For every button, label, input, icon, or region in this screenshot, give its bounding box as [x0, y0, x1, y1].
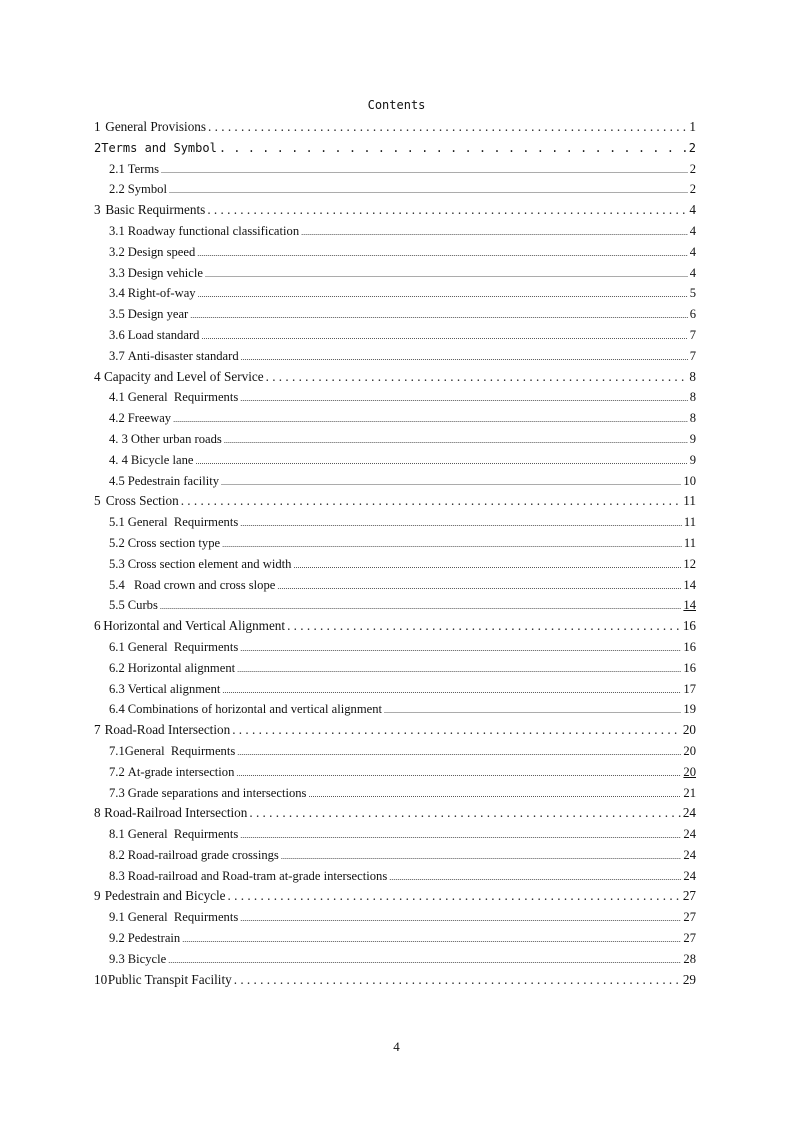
toc-chapter-entry[interactable] — [94, 491, 696, 512]
toc-entry-number: 9.1 — [109, 910, 125, 925]
toc-section-entry[interactable] — [94, 429, 696, 450]
toc-entry-label: Horizontal and Vertical Alignment — [103, 618, 286, 634]
toc-section-entry[interactable] — [94, 179, 696, 200]
toc-section-entry[interactable] — [94, 450, 696, 471]
toc-section-entry[interactable] — [94, 387, 696, 408]
toc-section-entry[interactable] — [94, 637, 696, 658]
toc-entry-number: 3.3 — [109, 265, 125, 280]
table-of-contents — [94, 117, 696, 990]
toc-entry-page: 6 — [689, 307, 696, 322]
toc-entry-label: General Requirments — [127, 639, 239, 654]
toc-entry-label: Right-of-way — [127, 286, 196, 301]
toc-entry-number: 8.3 — [109, 868, 125, 883]
toc-chapter-entry[interactable] — [94, 117, 696, 138]
toc-dot-leader — [293, 556, 681, 577]
toc-section-entry[interactable] — [94, 533, 696, 554]
toc-dot-leader — [237, 660, 681, 681]
toc-entry-number: 3.5 — [109, 307, 125, 322]
toc-dot-leader — [266, 367, 688, 388]
toc-section-entry[interactable] — [94, 907, 696, 928]
toc-entry-label: Roadway functional classification — [127, 223, 300, 238]
toc-entry-page: 2 — [689, 161, 696, 176]
toc-section-entry[interactable] — [94, 949, 696, 970]
toc-dot-leader — [169, 181, 688, 202]
toc-entry-page: 24 — [683, 827, 696, 842]
toc-entry-label: General Requirments — [127, 827, 239, 842]
toc-entry-number: 4. 4 — [109, 452, 128, 467]
toc-entry-label: Pedestrain facility — [127, 473, 220, 488]
toc-dot-leader — [201, 327, 687, 348]
toc-entry-label: Curbs — [127, 598, 158, 613]
toc-entry-number: 4.5 — [109, 473, 125, 488]
toc-dot-leader — [173, 410, 688, 431]
toc-entry-page: 4 — [689, 244, 696, 259]
toc-entry-number: 9.3 — [109, 951, 125, 966]
toc-entry-label: Pedestrain — [127, 931, 181, 946]
toc-entry-page: 21 — [683, 785, 696, 800]
toc-dot-leader — [222, 535, 682, 556]
toc-entry-page: 19 — [683, 702, 696, 717]
toc-entry-label: Design vehicle — [127, 265, 203, 280]
toc-entry-number: 3.6 — [109, 327, 125, 342]
toc-dot-leader — [208, 117, 687, 138]
toc-entry-label: Freeway — [127, 411, 172, 426]
toc-entry-page: 7 — [689, 327, 696, 342]
toc-section-entry[interactable] — [94, 159, 696, 180]
toc-entry-number: 8.2 — [109, 847, 125, 862]
toc-entry-label: Road-Road Intersection — [104, 722, 231, 738]
toc-entry-label: Vertical alignment — [127, 681, 221, 696]
toc-entry-page: 4 — [689, 223, 696, 238]
toc-entry-page: 27 — [683, 910, 696, 925]
toc-entry-page: 17 — [683, 681, 696, 696]
toc-entry-label: Design speed — [127, 244, 196, 259]
toc-entry-label: Cross section element and width — [127, 556, 292, 571]
toc-section-entry[interactable] — [94, 471, 696, 492]
toc-entry-label: Road crown and cross slope — [127, 577, 276, 592]
toc-dot-leader — [281, 847, 682, 868]
toc-dot-leader — [389, 868, 681, 889]
toc-section-entry[interactable] — [94, 783, 696, 804]
toc-entry-label: Basic Requirments — [105, 202, 206, 218]
toc-section-entry[interactable] — [94, 221, 696, 242]
toc-section-entry[interactable] — [94, 824, 696, 845]
toc-dot-leader — [205, 265, 688, 286]
toc-entry-label: Capacity and Level of Service — [103, 368, 264, 384]
toc-dot-leader — [224, 431, 688, 452]
toc-section-entry[interactable] — [94, 658, 696, 679]
toc-entry-label: Cross Section — [105, 493, 179, 509]
toc-dot-leader — [287, 616, 681, 637]
toc-entry-page: 20 — [682, 722, 696, 738]
toc-entry-label: Bicycle — [127, 951, 167, 966]
toc-section-entry[interactable] — [94, 325, 696, 346]
toc-entry-number: 8.1 — [109, 827, 125, 842]
toc-dot-leader — [240, 909, 681, 930]
toc-entry-number: 4.1 — [109, 390, 125, 405]
toc-dot-leader — [160, 597, 682, 618]
toc-entry-number: 7.1 — [109, 743, 125, 758]
toc-entry-number: 6 — [94, 618, 101, 634]
page-title: Contents — [367, 98, 426, 112]
toc-entry-page: 8 — [689, 411, 696, 426]
toc-chapter-entry[interactable] — [94, 970, 696, 991]
toc-entry-page: 20 — [683, 743, 696, 758]
toc-entry-number: 3.7 — [109, 348, 125, 363]
toc-entry-number: 3.1 — [109, 223, 125, 238]
toc-entry-number: 5.2 — [109, 535, 125, 550]
toc-chapter-entry[interactable] — [94, 886, 696, 907]
toc-entry-number: 7.3 — [109, 785, 125, 800]
toc-dot-leader — [219, 138, 687, 159]
toc-entry-label: Terms and Symbol — [101, 140, 217, 155]
toc-entry-page: 9 — [689, 431, 696, 446]
toc-entry-label: General Requirments — [127, 390, 239, 405]
toc-dot-leader — [207, 200, 687, 221]
toc-entry-number: 8 — [94, 805, 101, 821]
toc-entry-page: 5 — [689, 286, 696, 301]
toc-dot-leader — [236, 764, 681, 785]
toc-entry-label: At-grade intersection — [127, 764, 235, 779]
toc-section-entry[interactable] — [94, 408, 696, 429]
toc-dot-leader — [301, 223, 688, 244]
toc-entry-label: Pedestrain and Bicycle — [104, 888, 226, 904]
toc-entry-label: General Requirments — [127, 910, 239, 925]
toc-entry-page: 24 — [682, 805, 696, 821]
toc-entry-page: 14 — [683, 577, 696, 592]
toc-section-entry[interactable] — [94, 845, 696, 866]
toc-section-entry[interactable] — [94, 699, 696, 720]
toc-section-entry[interactable] — [94, 595, 696, 616]
toc-entry-label: General Requirments — [124, 743, 236, 758]
toc-chapter-entry[interactable] — [94, 138, 696, 159]
toc-section-entry[interactable] — [94, 866, 696, 887]
toc-dot-leader — [240, 639, 681, 660]
toc-entry-number: 1 — [94, 119, 101, 134]
toc-entry-number: 5.1 — [109, 515, 125, 530]
toc-entry-label: Road-railroad and Road-tram at-grade intersections — [127, 868, 388, 883]
toc-entry-number: 6.3 — [109, 681, 125, 696]
toc-dot-leader — [190, 306, 687, 327]
toc-entry-label: Horizontal alignment — [127, 660, 236, 675]
toc-dot-leader — [240, 389, 687, 410]
toc-entry-page: 11 — [683, 515, 696, 530]
toc-entry-number: 7 — [94, 722, 101, 738]
toc-entry-label: Anti-disaster standard — [127, 348, 239, 363]
toc-entry-page: 29 — [682, 971, 696, 987]
toc-dot-leader — [277, 577, 681, 598]
toc-section-entry[interactable] — [94, 512, 696, 533]
toc-dot-leader — [240, 826, 681, 847]
toc-section-entry[interactable] — [94, 928, 696, 949]
toc-section-entry[interactable] — [94, 762, 696, 783]
toc-entry-page: 4 — [689, 265, 696, 280]
toc-entry-page: 24 — [683, 868, 696, 883]
toc-entry-number: 4 — [94, 368, 101, 384]
toc-entry-label: Grade separations and intersections — [127, 785, 307, 800]
toc-dot-leader — [232, 720, 681, 741]
toc-section-entry[interactable] — [94, 304, 696, 325]
toc-dot-leader — [195, 452, 687, 473]
toc-entry-number: 7.2 — [109, 764, 125, 779]
toc-entry-label: Design year — [127, 307, 189, 322]
toc-entry-label: Load standard — [127, 327, 200, 342]
toc-entry-number: 6.2 — [109, 660, 125, 675]
toc-entry-label: Terms — [127, 161, 160, 176]
toc-entry-page: 8 — [689, 368, 696, 384]
toc-dot-leader — [228, 886, 681, 907]
toc-entry-page: 9 — [689, 452, 696, 467]
toc-entry-page: 1 — [689, 119, 696, 134]
toc-chapter-entry[interactable] — [94, 720, 696, 741]
toc-entry-number: 4. 3 — [109, 431, 128, 446]
toc-chapter-entry[interactable] — [94, 367, 696, 388]
toc-entry-number: 3.2 — [109, 244, 125, 259]
toc-dot-leader — [237, 743, 681, 764]
page-number: 4 — [393, 1039, 400, 1054]
toc-section-entry[interactable] — [94, 679, 696, 700]
toc-dot-leader — [240, 514, 682, 535]
toc-entry-page: 4 — [689, 202, 696, 218]
toc-dot-leader — [384, 701, 681, 722]
toc-section-entry[interactable] — [94, 283, 696, 304]
toc-entry-number: 9.2 — [109, 931, 125, 946]
toc-entry-page: 20 — [683, 764, 696, 779]
toc-section-entry[interactable] — [94, 741, 696, 762]
toc-entry-page: 24 — [683, 847, 696, 862]
toc-chapter-entry[interactable] — [94, 616, 696, 637]
toc-entry-page: 11 — [683, 535, 696, 550]
toc-chapter-entry[interactable] — [94, 803, 696, 824]
toc-dot-leader — [241, 348, 688, 369]
toc-entry-page: 2 — [688, 140, 696, 155]
toc-dot-leader — [249, 803, 680, 824]
toc-entry-label: Road-railroad grade crossings — [127, 847, 279, 862]
toc-entry-number: 9 — [94, 888, 101, 904]
toc-entry-label: Symbol — [127, 182, 167, 197]
toc-entry-number: 5.3 — [109, 556, 125, 571]
toc-entry-number: 4.2 — [109, 411, 125, 426]
toc-section-entry[interactable] — [94, 263, 696, 284]
toc-dot-leader — [181, 491, 682, 512]
toc-dot-leader — [222, 681, 681, 702]
toc-entry-number: 2.2 — [109, 182, 125, 197]
toc-entry-page: 27 — [682, 888, 696, 904]
toc-entry-page: 28 — [683, 951, 696, 966]
toc-entry-label: Cross section type — [127, 535, 221, 550]
toc-entry-page: 8 — [689, 390, 696, 405]
toc-entry-number: 6.1 — [109, 639, 125, 654]
toc-entry-label: Bicycle lane — [130, 452, 194, 467]
toc-dot-leader — [161, 161, 688, 182]
toc-entry-label: Public Transpit Facility — [107, 971, 232, 987]
toc-entry-label: Combinations of horizontal and vertical alignment — [127, 702, 383, 717]
toc-entry-label: Other urban roads — [130, 431, 222, 446]
toc-entry-number: 10 — [94, 971, 108, 987]
toc-dot-leader — [221, 473, 681, 494]
toc-entry-number: 5.5 — [109, 598, 125, 613]
toc-entry-page: 27 — [683, 931, 696, 946]
toc-section-entry[interactable] — [94, 554, 696, 575]
toc-entry-number: 5 — [94, 493, 101, 509]
toc-dot-leader — [168, 951, 681, 972]
toc-entry-number: 3 — [94, 202, 101, 218]
toc-entry-page: 12 — [683, 556, 696, 571]
toc-dot-leader — [198, 285, 688, 306]
toc-entry-label: General Requirments — [127, 515, 239, 530]
toc-entry-page: 7 — [689, 348, 696, 363]
toc-entry-page: 16 — [683, 639, 696, 654]
toc-section-entry[interactable] — [94, 242, 696, 263]
toc-entry-number: 2 — [94, 140, 102, 155]
toc-entry-page: 14 — [683, 598, 696, 613]
toc-entry-number: 3.4 — [109, 286, 125, 301]
toc-chapter-entry[interactable] — [94, 200, 696, 221]
toc-dot-leader — [308, 785, 681, 806]
toc-dot-leader — [182, 930, 681, 951]
toc-entry-number: 2.1 — [109, 161, 125, 176]
toc-entry-label: Road-Railroad Intersection — [104, 805, 248, 821]
toc-section-entry[interactable] — [94, 575, 696, 596]
toc-entry-page: 2 — [689, 182, 696, 197]
toc-section-entry[interactable] — [94, 346, 696, 367]
toc-dot-leader — [234, 970, 681, 991]
toc-entry-page: 11 — [683, 493, 696, 509]
toc-entry-page: 16 — [683, 660, 696, 675]
toc-entry-page: 10 — [683, 473, 696, 488]
toc-entry-number: 6.4 — [109, 702, 125, 717]
toc-dot-leader — [197, 244, 687, 265]
toc-entry-label: General Provisions — [105, 119, 207, 134]
toc-entry-page: 16 — [682, 618, 696, 634]
toc-entry-number: 5.4 — [109, 577, 125, 592]
